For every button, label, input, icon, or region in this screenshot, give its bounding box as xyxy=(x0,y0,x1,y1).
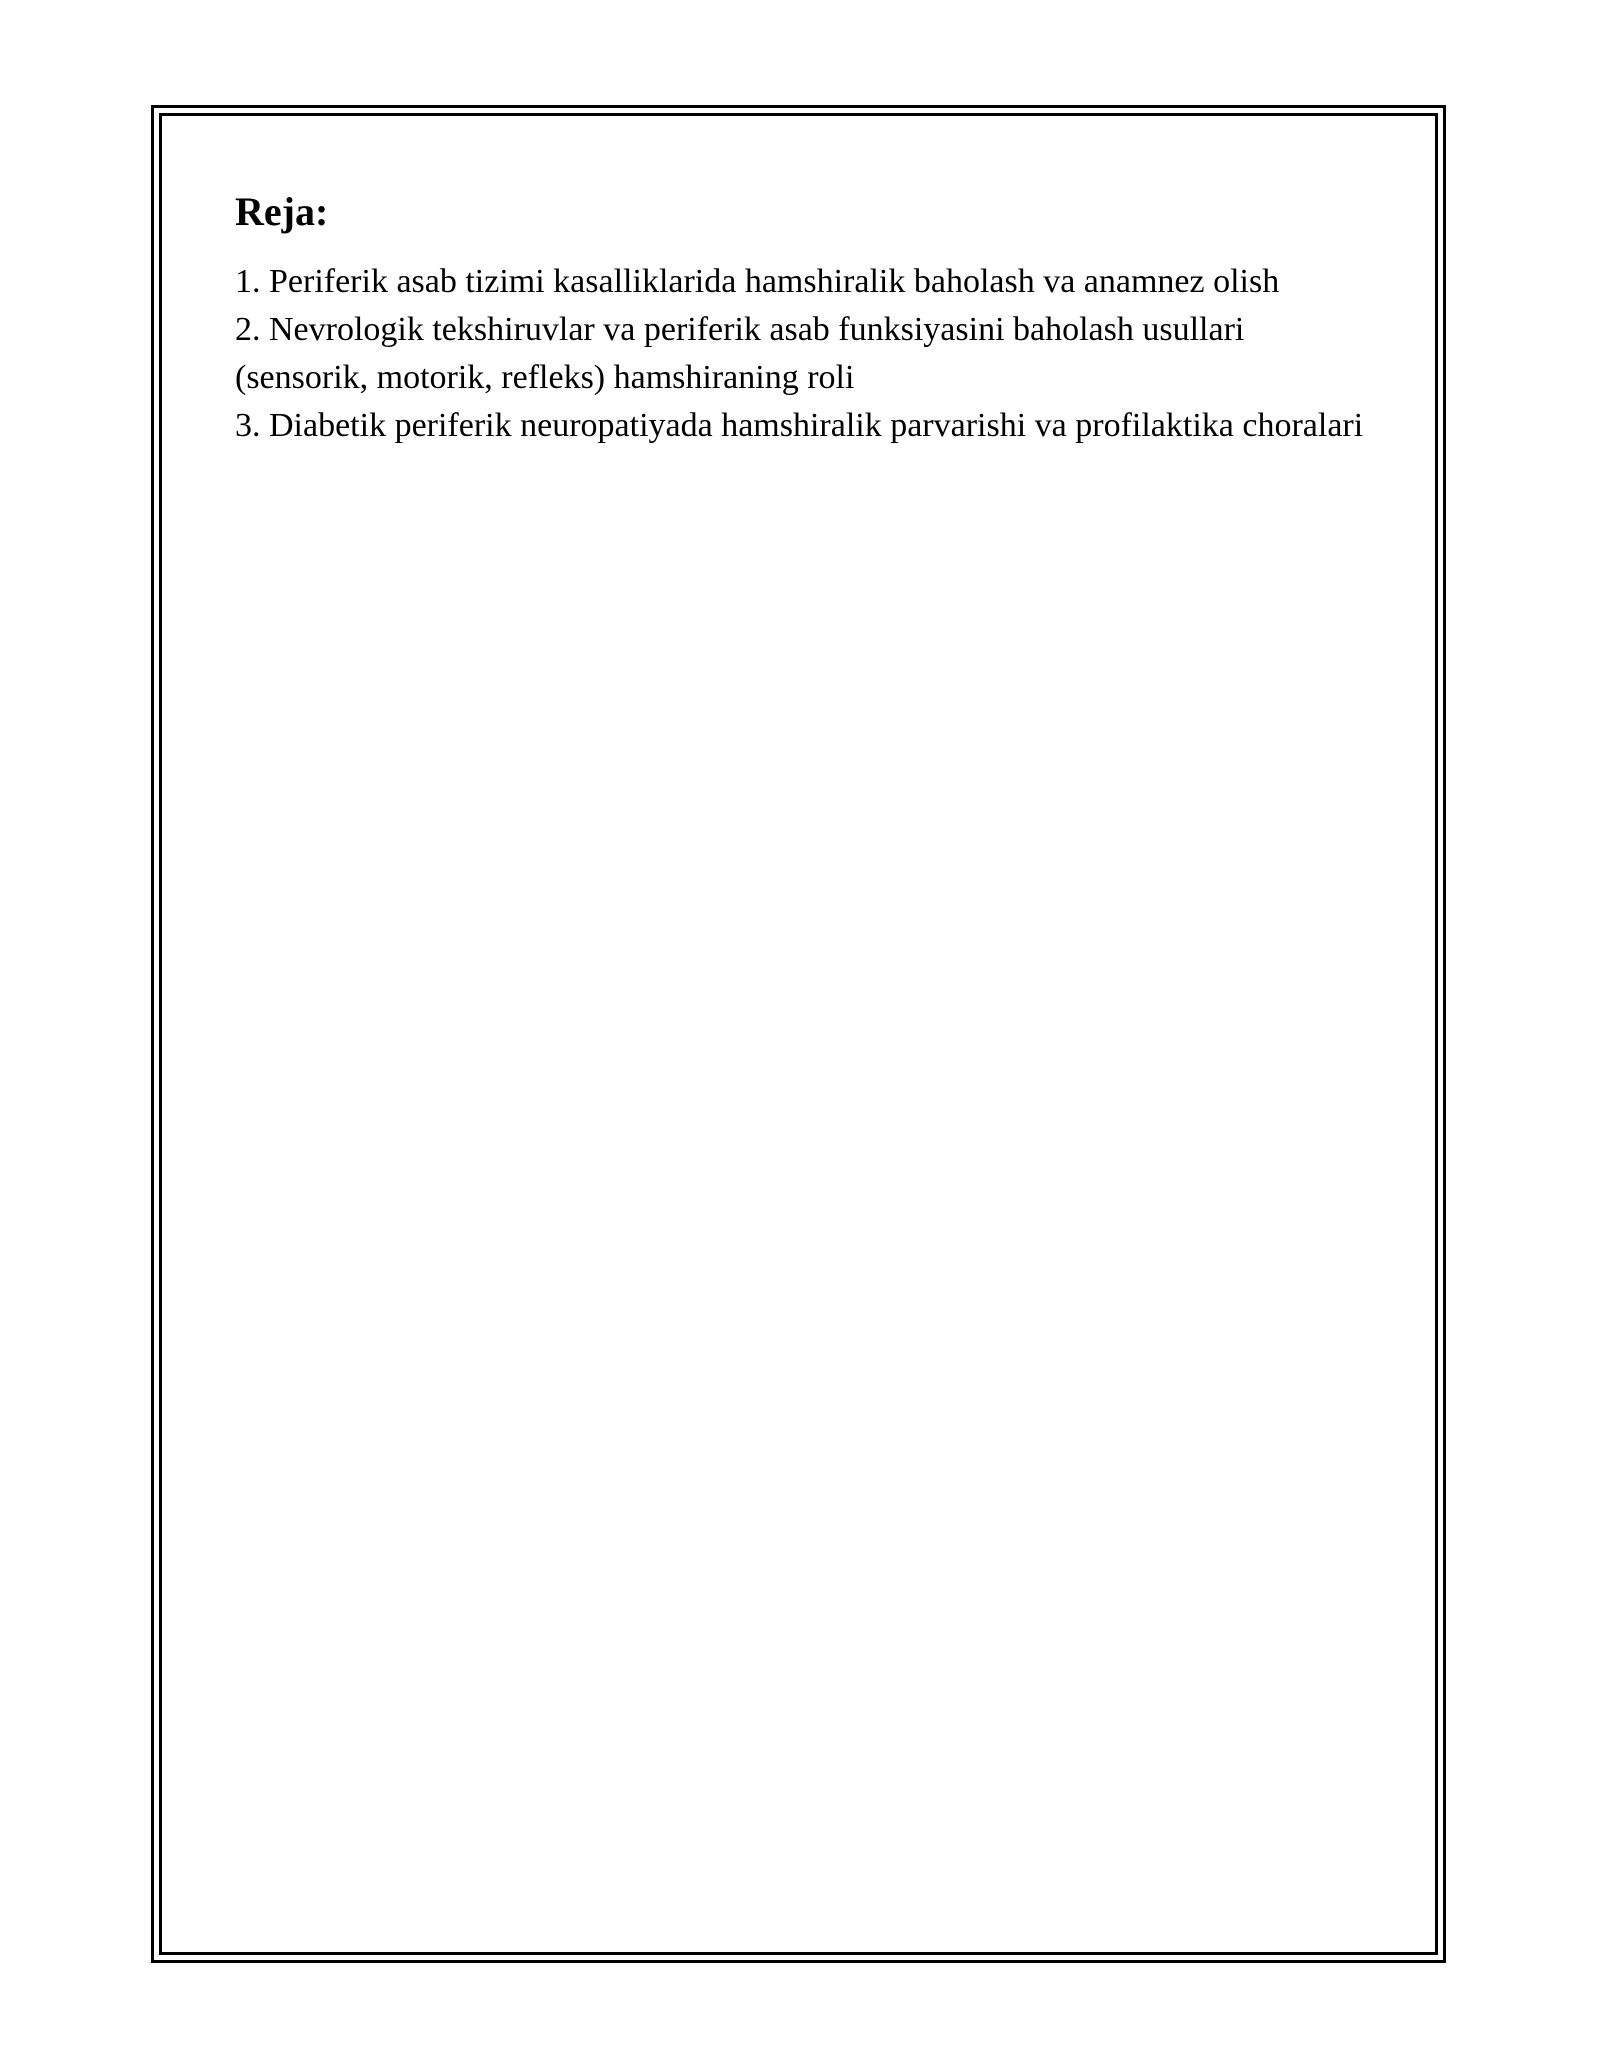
plan-item-1: 1. Periferik asab tizimi kasalliklarida hamshiralik baholash va anamnez olish xyxy=(235,263,1280,300)
plan-item-2: 2. Nevrologik tekshiruvlar va periferik asab funksiyasini baholash usullari (sensorik, motorik, refleks) hamshiraning roli xyxy=(235,311,1245,396)
document-body xyxy=(235,188,1385,450)
plan-heading: Reja: xyxy=(235,189,329,234)
plan-item-3: 3. Diabetik periferik neuropatiyada hamshiralik parvarishi va profilaktika choralari xyxy=(235,407,1364,444)
plan-list xyxy=(235,258,1385,450)
